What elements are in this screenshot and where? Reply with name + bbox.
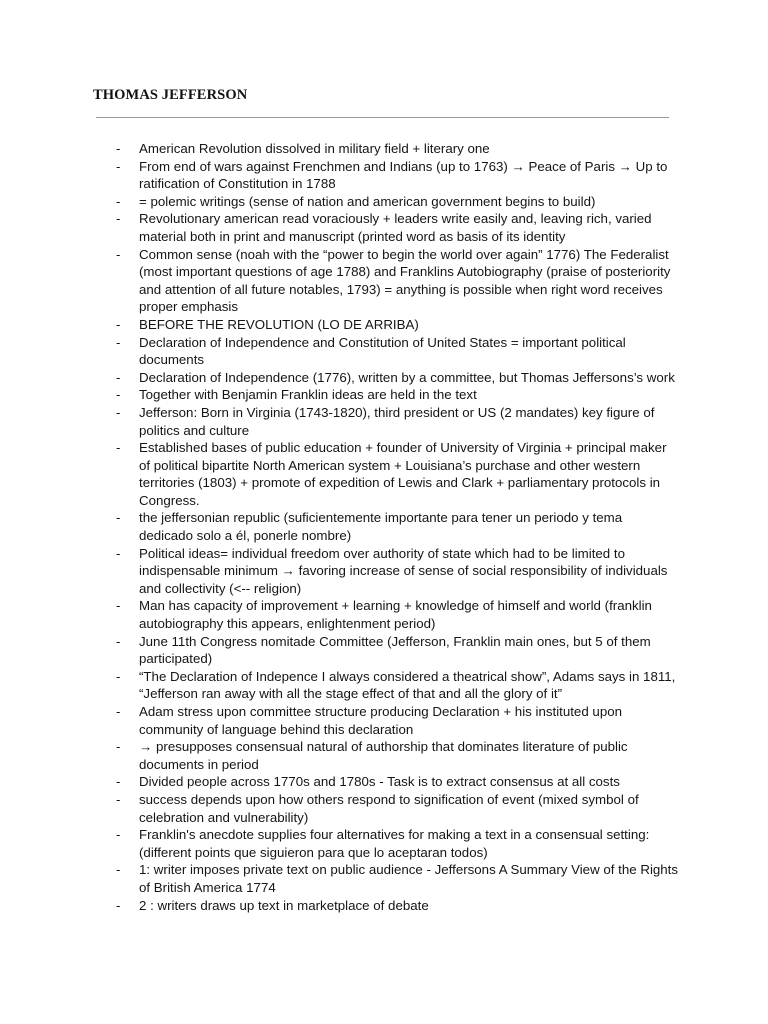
bullet-dash: -	[116, 158, 121, 174]
bullet-dash: -	[116, 827, 121, 843]
list-item	[0, 334, 679, 369]
bullet-dash: -	[116, 897, 121, 913]
bullet-dash: -	[116, 334, 121, 350]
list-item	[0, 158, 679, 193]
list-item-text: Revolutionary american read voraciously + leaders write easily and, leaving rich, varied material both in print and manuscript (printed word as basis of its identity	[139, 211, 652, 244]
list-item	[0, 140, 679, 158]
list-item-text: → presupposes consensual natural of authorship that dominates literature of public documents in period	[139, 739, 628, 772]
bullet-dash: -	[116, 791, 121, 807]
list-item	[0, 439, 679, 509]
list-item	[0, 193, 679, 211]
list-item	[0, 210, 679, 245]
notes-list	[0, 140, 768, 914]
list-item-text: 1: writer imposes private text on public audience - Jeffersons A Summary View of the Rights of British America 1774	[139, 862, 679, 895]
list-item	[0, 369, 679, 387]
list-item-text: From end of wars against Frenchmen and Indians (up to 1763) → Peace of Paris → Up to ratification of Constitution in 1788	[139, 158, 668, 192]
list-item	[0, 738, 679, 773]
bullet-dash: -	[116, 440, 121, 456]
list-item	[0, 703, 679, 738]
list-item	[0, 633, 679, 668]
list-item-text: Franklin's anecdote supplies four alternatives for making a text in a consensual setting: (different points que siguieron para que lo aceptaran todos)	[139, 827, 650, 860]
title-divider	[96, 117, 669, 118]
list-item-text: BEFORE THE REVOLUTION (LO DE ARRIBA)	[139, 316, 419, 332]
bullet-dash: -	[116, 704, 121, 719]
list-item-text: Declaration of Independence and Constitution of United States = important political documents	[139, 334, 626, 368]
list-item-text: Established bases of public education + founder of University of Virginia + principal maker of political bipartite North American system + Louisiana’s purchase and other western territories (1803) + promote of expedition of Lewis and Clark + parliamentary protocols in Congress.	[139, 440, 667, 508]
list-item-text: Declaration of Independence (1776), written by a committee, but Thomas Jeffersons’s work	[139, 369, 675, 385]
list-item-text: 2 : writers draws up text in marketplace of debate	[139, 897, 429, 913]
list-item	[0, 316, 679, 334]
list-item-text: American Revolution dissolved in military field + literary one	[139, 141, 490, 156]
bullet-dash: -	[116, 545, 121, 561]
bullet-dash: -	[116, 633, 121, 649]
list-item	[0, 826, 679, 861]
list-item-text: Divided people across 1770s and 1780s - Task is to extract consensus at all costs	[139, 774, 620, 790]
bullet-dash: -	[116, 211, 121, 227]
list-item-text: Common sense (noah with the “power to begin the world over again” 1776) The Federalist (most important questions of age 1788) and Franklins Autobiography (praise of posteriority and attention of all future notables, 1793) = anything is possible when right word receives proper emphasis	[139, 246, 671, 315]
bullet-dash: -	[116, 598, 121, 614]
list-item-text: Adam stress upon committee structure producing Declaration + his instituted upon community of language behind this declaration	[139, 704, 622, 737]
document-title: THOMAS JEFFERSON	[93, 87, 248, 103]
list-item-text: success depends upon how others respond to signification of event (mixed symbol of celebration and vulnerability)	[139, 791, 639, 825]
list-item	[0, 509, 679, 544]
list-item-text: Together with Benjamin Franklin ideas are held in the text	[139, 387, 477, 403]
list-item	[0, 246, 679, 316]
list-item	[0, 545, 679, 598]
bullet-dash: -	[116, 387, 121, 403]
list-item	[0, 597, 679, 632]
bullet-dash: -	[116, 369, 121, 385]
list-item-text: Political ideas= individual freedom over authority of state which had to be limited to indispensable minimum → favoring increase of sense of social responsibility of individuals and collectivity (<-- religion)	[139, 545, 668, 596]
bullet-dash: -	[116, 193, 121, 209]
list-item	[0, 773, 679, 791]
list-item-text: Jefferson: Born in Virginia (1743-1820), third president or US (2 mandates) key figure of politics and culture	[139, 404, 655, 438]
bullet-dash: -	[116, 316, 121, 332]
bullet-dash: -	[116, 141, 121, 156]
list-item-text: = polemic writings (sense of nation and american government begins to build)	[139, 193, 596, 209]
list-item	[0, 404, 679, 439]
bullet-dash: -	[116, 774, 121, 790]
bullet-dash: -	[116, 862, 121, 878]
list-item	[0, 897, 679, 915]
list-item	[0, 861, 679, 896]
bullet-dash: -	[116, 404, 121, 420]
list-item-text: Man has capacity of improvement + learning + knowledge of himself and world (franklin autobiography this appears, enlightenment period)	[139, 598, 652, 632]
list-item-text: June 11th Congress nomitade Committee (Jefferson, Franklin main ones, but 5 of them participated)	[139, 633, 651, 667]
list-item-text: “The Declaration of Indepence I always considered a theatrical show”, Adams says in 1811, “Jefferson ran away with all the stage effect of that and all the glory of it”	[139, 668, 676, 702]
list-item	[0, 791, 679, 826]
bullet-dash: -	[116, 246, 121, 262]
list-item-text: the jeffersonian republic (suficientemente importante para tener un periodo y tema dedicado solo a él, ponerle nombre)	[139, 510, 623, 544]
bullet-dash: -	[116, 510, 121, 526]
list-item	[0, 386, 679, 404]
list-item	[0, 668, 679, 703]
bullet-dash: -	[116, 739, 121, 755]
bullet-dash: -	[116, 668, 121, 684]
